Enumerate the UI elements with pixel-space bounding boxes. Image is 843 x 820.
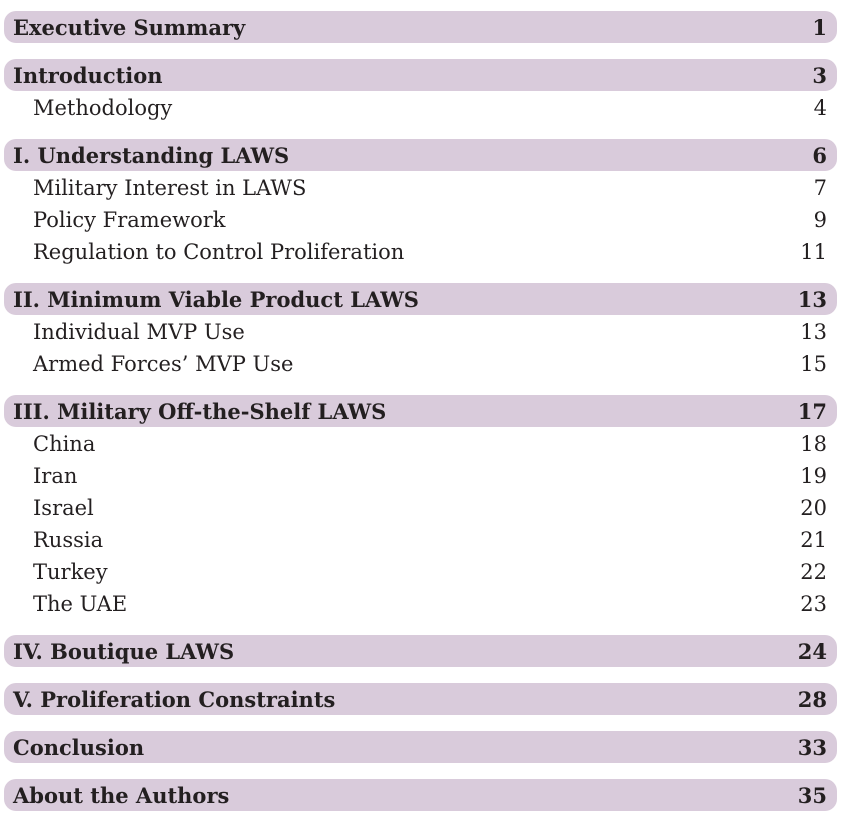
toc-subsection-china[interactable]	[4, 430, 837, 458]
toc-section-mots-laws[interactable]	[4, 395, 837, 427]
toc-subsection-individual-mvp[interactable]	[4, 318, 837, 346]
toc-section-about-authors[interactable]	[4, 779, 837, 811]
toc-subsection-policy-framework[interactable]	[4, 206, 837, 234]
toc-page-number: 20	[800, 496, 827, 520]
toc-page-number: 19	[800, 464, 827, 488]
toc-page-number: 9	[813, 208, 827, 232]
toc-page-number: 13	[800, 320, 827, 344]
toc-section-title: III. Military Off-the-Shelf LAWS	[13, 398, 387, 424]
toc-page-number: 21	[800, 528, 827, 552]
toc-subsection-title: Israel	[33, 496, 94, 520]
toc-subsection-israel[interactable]	[4, 494, 837, 522]
toc-subsection-methodology[interactable]	[4, 94, 837, 122]
toc-subsection-title: Policy Framework	[33, 208, 226, 232]
toc-page-number: 33	[797, 734, 827, 760]
toc-subsection-title: Russia	[33, 528, 104, 552]
toc-page-number: 15	[800, 352, 827, 376]
toc-page-number: 23	[800, 592, 827, 616]
toc-subsection-title: Military Interest in LAWS	[33, 176, 307, 200]
toc-section-understanding-laws[interactable]	[4, 139, 837, 171]
toc-section-title: I. Understanding LAWS	[13, 142, 290, 168]
toc-section-conclusion[interactable]	[4, 731, 837, 763]
toc-subsection-title: Armed Forces’ MVP Use	[33, 352, 294, 376]
toc-section-title: V. Proliferation Constraints	[13, 686, 336, 712]
toc-subsection-title: Regulation to Control Proliferation	[33, 240, 405, 264]
toc-subsection-title: The UAE	[33, 592, 128, 616]
toc-subsection-title: Individual MVP Use	[33, 320, 245, 344]
toc-subsection-uae[interactable]	[4, 590, 837, 618]
toc-page-number: 35	[797, 782, 827, 808]
toc-subsection-turkey[interactable]	[4, 558, 837, 586]
toc-subsection-iran[interactable]	[4, 462, 837, 490]
toc-subsection-armed-forces-mvp[interactable]	[4, 350, 837, 378]
toc-subsection-title: China	[33, 432, 96, 456]
toc-section-boutique-laws[interactable]	[4, 635, 837, 667]
toc-subsection-military-interest[interactable]	[4, 174, 837, 202]
toc-page-number: 4	[813, 96, 827, 120]
toc-section-title: About the Authors	[13, 782, 230, 808]
toc-section-executive-summary[interactable]	[4, 11, 837, 43]
toc-section-title: II. Minimum Viable Product LAWS	[13, 286, 419, 312]
toc-subsection-title: Iran	[33, 464, 78, 488]
toc-page-number: 11	[800, 240, 827, 264]
toc-page-number: 28	[797, 686, 827, 712]
toc-section-title: IV. Boutique LAWS	[13, 638, 235, 664]
toc-page-number: 24	[797, 638, 827, 664]
toc-section-title: Introduction	[13, 62, 163, 88]
toc-page-number: 7	[813, 176, 827, 200]
toc-section-title: Executive Summary	[13, 14, 246, 40]
toc-subsection-title: Methodology	[33, 96, 173, 120]
toc-page-number: 18	[800, 432, 827, 456]
toc-page-number: 13	[797, 286, 827, 312]
toc-page-number: 17	[797, 398, 827, 424]
toc-page-number: 1	[812, 14, 827, 40]
toc-section-proliferation-constraints[interactable]	[4, 683, 837, 715]
toc-subsection-regulation[interactable]	[4, 238, 837, 266]
toc-section-introduction[interactable]	[4, 59, 837, 91]
toc-section-mvp-laws[interactable]	[4, 283, 837, 315]
toc-page-number: 6	[812, 142, 827, 168]
toc-section-title: Conclusion	[13, 734, 145, 760]
toc-subsection-title: Turkey	[33, 560, 108, 584]
toc-subsection-russia[interactable]	[4, 526, 837, 554]
toc-page-number: 22	[800, 560, 827, 584]
toc-page-number: 3	[812, 62, 827, 88]
